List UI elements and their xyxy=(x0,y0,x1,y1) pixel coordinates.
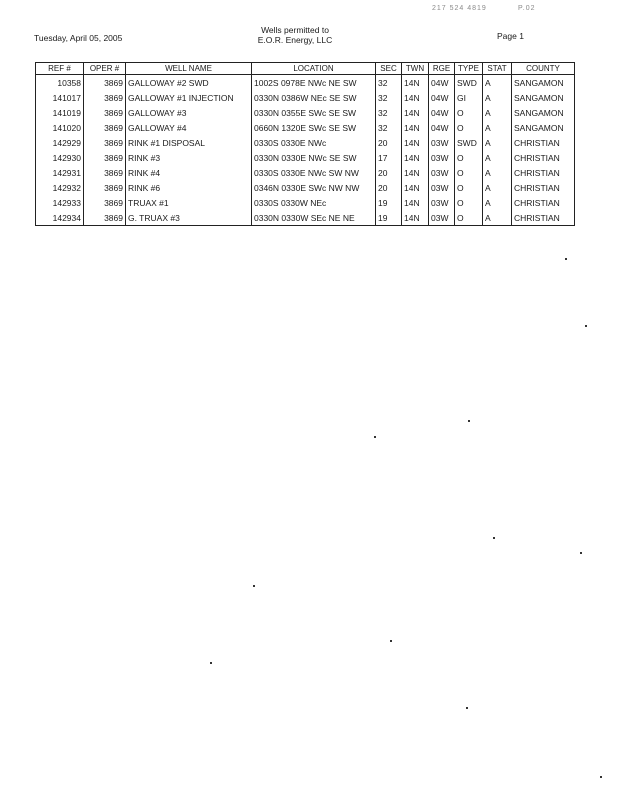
column-header: RGE xyxy=(429,63,455,75)
table-cell: 14N xyxy=(402,75,429,91)
table-row xyxy=(36,150,575,165)
scan-speck xyxy=(585,325,587,327)
table-cell: SWD xyxy=(455,75,483,91)
table-cell: 14N xyxy=(402,180,429,195)
table-cell: 10358 xyxy=(36,75,84,91)
table-cell: 20 xyxy=(376,165,402,180)
table-cell: 3869 xyxy=(84,120,126,135)
column-header: WELL NAME xyxy=(126,63,252,75)
scan-speck xyxy=(565,258,567,260)
table-cell: 14N xyxy=(402,135,429,150)
table-cell: 0330S 0330E NWc SW NW xyxy=(252,165,376,180)
table-cell: SANGAMON xyxy=(512,120,575,135)
report-title xyxy=(230,25,360,45)
table-cell: RINK #3 xyxy=(126,150,252,165)
table-cell: 03W xyxy=(429,150,455,165)
scan-speck xyxy=(374,436,376,438)
scan-speck xyxy=(580,552,582,554)
table-cell: 142930 xyxy=(36,150,84,165)
table-cell: 0330N 0386W NEc SE SW xyxy=(252,90,376,105)
table-cell: 142929 xyxy=(36,135,84,150)
table-cell: GALLOWAY #4 xyxy=(126,120,252,135)
table-cell: 32 xyxy=(376,120,402,135)
table-cell: 142934 xyxy=(36,210,84,226)
table-cell: GALLOWAY #3 xyxy=(126,105,252,120)
column-header: SEC xyxy=(376,63,402,75)
table-cell: GALLOWAY #2 SWD xyxy=(126,75,252,91)
column-header: STAT xyxy=(483,63,512,75)
table-cell: 1002S 0978E NWc NE SW xyxy=(252,75,376,91)
table-cell: 03W xyxy=(429,195,455,210)
table-cell: 3869 xyxy=(84,180,126,195)
fax-header-field: P.02 xyxy=(518,5,536,12)
table-cell: A xyxy=(483,75,512,91)
table-cell: CHRISTIAN xyxy=(512,180,575,195)
table-cell: A xyxy=(483,180,512,195)
table-cell: O xyxy=(455,150,483,165)
table-cell: GALLOWAY #1 INJECTION xyxy=(126,90,252,105)
table-row xyxy=(36,120,575,135)
table-cell: 20 xyxy=(376,135,402,150)
table-cell: 141017 xyxy=(36,90,84,105)
table-cell: 142932 xyxy=(36,180,84,195)
table-cell: 14N xyxy=(402,105,429,120)
table-row xyxy=(36,135,575,150)
table-cell: 14N xyxy=(402,195,429,210)
table-cell: CHRISTIAN xyxy=(512,135,575,150)
scan-speck xyxy=(390,640,392,642)
column-header: TWN xyxy=(402,63,429,75)
table-cell: SWD xyxy=(455,135,483,150)
table-cell: 32 xyxy=(376,75,402,91)
table-cell: A xyxy=(483,90,512,105)
table-cell: A xyxy=(483,135,512,150)
table-cell: SANGAMON xyxy=(512,90,575,105)
table-cell: 0346N 0330E SWc NW NW xyxy=(252,180,376,195)
table-cell: G. TRUAX #3 xyxy=(126,210,252,226)
table-cell: RINK #6 xyxy=(126,180,252,195)
page-number: Page 1 xyxy=(497,31,524,41)
table-cell: 141020 xyxy=(36,120,84,135)
column-header: REF # xyxy=(36,63,84,75)
table-cell: A xyxy=(483,150,512,165)
table-cell: RINK #1 DISPOSAL xyxy=(126,135,252,150)
table-cell: 3869 xyxy=(84,105,126,120)
table-cell: GI xyxy=(455,90,483,105)
table-header-row xyxy=(36,63,575,75)
table-cell: 04W xyxy=(429,75,455,91)
table-cell: A xyxy=(483,210,512,226)
table-cell: 3869 xyxy=(84,75,126,91)
table-row xyxy=(36,105,575,120)
table-cell: CHRISTIAN xyxy=(512,210,575,226)
table-row xyxy=(36,180,575,195)
table-cell: O xyxy=(455,180,483,195)
table-cell: 0330N 0355E SWc SE SW xyxy=(252,105,376,120)
table-cell: 04W xyxy=(429,120,455,135)
table-row xyxy=(36,75,575,91)
table-cell: CHRISTIAN xyxy=(512,150,575,165)
fax-header-field: 217 524 4819 xyxy=(432,5,487,12)
table-cell: 3869 xyxy=(84,210,126,226)
table-cell: 14N xyxy=(402,120,429,135)
table-cell: 32 xyxy=(376,90,402,105)
table-cell: A xyxy=(483,120,512,135)
table-cell: 14N xyxy=(402,210,429,226)
table-cell: 03W xyxy=(429,165,455,180)
table-cell: 04W xyxy=(429,105,455,120)
column-header: COUNTY xyxy=(512,63,575,75)
table-cell: CHRISTIAN xyxy=(512,195,575,210)
table-cell: RINK #4 xyxy=(126,165,252,180)
table-cell: 0330S 0330W NEc xyxy=(252,195,376,210)
table-cell: 3869 xyxy=(84,195,126,210)
table-cell: 0330S 0330E NWc xyxy=(252,135,376,150)
table-cell: A xyxy=(483,105,512,120)
report-title-line: Wells permitted to xyxy=(261,25,329,35)
column-header: TYPE xyxy=(455,63,483,75)
table-cell: 14N xyxy=(402,90,429,105)
report-title-line: E.O.R. Energy, LLC xyxy=(257,35,333,45)
column-header: LOCATION xyxy=(252,63,376,75)
table-cell: O xyxy=(455,165,483,180)
scan-speck xyxy=(253,585,255,587)
table-row xyxy=(36,90,575,105)
scan-speck xyxy=(210,662,212,664)
scan-speck xyxy=(493,537,495,539)
scan-speck xyxy=(466,707,468,709)
table-cell: CHRISTIAN xyxy=(512,165,575,180)
table-cell: 19 xyxy=(376,195,402,210)
scan-speck xyxy=(468,420,470,422)
table-cell: O xyxy=(455,210,483,226)
table-cell: 32 xyxy=(376,105,402,120)
table-cell: A xyxy=(483,165,512,180)
scan-speck xyxy=(600,776,602,778)
report-date: Tuesday, April 05, 2005 xyxy=(34,33,123,43)
table-cell: 03W xyxy=(429,180,455,195)
table-cell: 03W xyxy=(429,210,455,226)
table-row xyxy=(36,165,575,180)
table-cell: O xyxy=(455,105,483,120)
wells-table xyxy=(35,62,575,226)
table-cell: 17 xyxy=(376,150,402,165)
table-cell: 0330N 0330E NWc SE SW xyxy=(252,150,376,165)
table-cell: 20 xyxy=(376,180,402,195)
column-header: OPER # xyxy=(84,63,126,75)
table-cell: TRUAX #1 xyxy=(126,195,252,210)
table-cell: A xyxy=(483,195,512,210)
table-cell: O xyxy=(455,195,483,210)
table-cell: 3869 xyxy=(84,90,126,105)
table-cell: O xyxy=(455,120,483,135)
table-cell: 0330N 0330W SEc NE NE xyxy=(252,210,376,226)
table-cell: 14N xyxy=(402,165,429,180)
table-cell: 14N xyxy=(402,150,429,165)
table-cell: 04W xyxy=(429,90,455,105)
table-cell: 3869 xyxy=(84,165,126,180)
table-cell: 3869 xyxy=(84,135,126,150)
table-row xyxy=(36,195,575,210)
table-row xyxy=(36,210,575,226)
table-cell: 0660N 1320E SWc SE SW xyxy=(252,120,376,135)
table-cell: 141019 xyxy=(36,105,84,120)
table-cell: 19 xyxy=(376,210,402,226)
table-cell: SANGAMON xyxy=(512,75,575,91)
table-cell: 142933 xyxy=(36,195,84,210)
table-cell: 3869 xyxy=(84,150,126,165)
table-cell: 142931 xyxy=(36,165,84,180)
table-cell: 03W xyxy=(429,135,455,150)
table-cell: SANGAMON xyxy=(512,105,575,120)
